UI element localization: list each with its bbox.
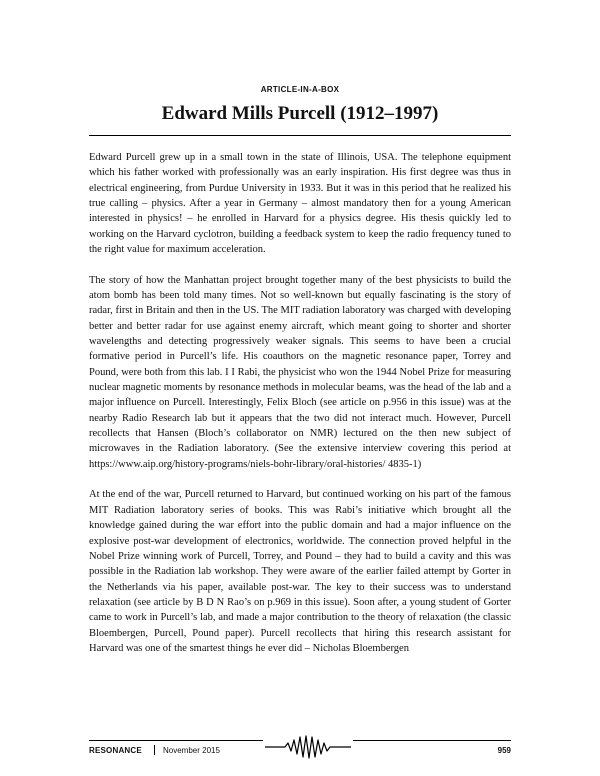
- page-footer: [89, 746, 511, 762]
- paragraph-3: At the end of the war, Purcell returned to Harvard, but continued working on his part of the famous MIT Radiation laboratory series of books. This was Rabi’s initiative which brought all the knowledge gained during the war effort into the public domain and had a major influence on the explosive post-war development of electronics, worldwide. The connection proved helpful in the Nobel Prize winning work of Purcell, Torrey, and Pound – they had to build a cavity and this was possible in the Radiation lab workshop. They were aware of the earlier failed attempt by Gorter in the Netherlands via his paper, available post-war. The key to their success was to understand relaxation (see article by B D N Rao’s on p.969 in this issue). Soon after, a young student of Gorter came to work in Purcell’s lab, and made a major contribution to the theory of relaxation (the classic Bloembergen, Purcell, Pound paper). Purcell recollects that hiring this research assistant for Harvard was one of the smartest things he ever did – Nicholas Bloembergen: [89, 489, 511, 654]
- paragraph-2: The story of how the Manhattan project brought together many of the best physicists to build the atom bomb has been told many times. Not so well-known but equally fascinating is the story of radar, first in Britain and then in the US. The MIT radiation laboratory was charged with developing better and better radar for use against enemy aircraft, which meant going to shorter and shorter wavelengths and detecting progressively weaker signals. This seems to have been a crucial formative period in Purcell’s life. His coauthors on the magnetic resonance paper, Torrey and Pound, were both from this lab. I I Rabi, the physicist who won the 1944 Nobel Prize for measuring nuclear magnetic moments by resonance methods in molecular beams, was the head of the lab and a major influence on Purcell. Interestingly, Felix Bloch (see article on p.956 in this issue) was at the nearby Radio Research lab but it appears that the two did not interact much. However, Purcell recollects that Hansen (Bloch’s collaborator on NMR) lectured on the then new subject of microwaves in the Radiation laboratory. (See the extensive interview covering this period at https://www.aip.org/history-programs/niels-bohr-library/oral-histories/ 4835-1): [89, 274, 511, 470]
- resonance-wave-logo-icon: [263, 734, 353, 760]
- paragraph-1: Edward Purcell grew up in a small town in the state of Illinois, USA. The telephone equipment which his father worked with professionally was an early inspiration. His first degree was thus in electrical engineering, from Purdue University in 1933. But it was in this period that he realized his true calling – physics. After a year in Germany – almost mandatory then for a young American interested in physics! – he enrolled in Harvard for a physics degree. His thesis quickly led to working on the Harvard cyclotron, building a feedback system to keep the radio frequency tuned to the right value for maximum acceleration.: [89, 152, 511, 256]
- article-title: Edward Mills Purcell (1912–1997): [161, 103, 439, 124]
- title-divider: [89, 135, 511, 136]
- footer-separator: [154, 745, 155, 755]
- issue-date: November 2015: [163, 746, 220, 755]
- section-label: ARTICLE-IN-A-BOX: [260, 85, 340, 94]
- page-number: 959: [497, 746, 511, 755]
- journal-name: RESONANCE: [89, 746, 142, 755]
- article-body: [89, 150, 511, 672]
